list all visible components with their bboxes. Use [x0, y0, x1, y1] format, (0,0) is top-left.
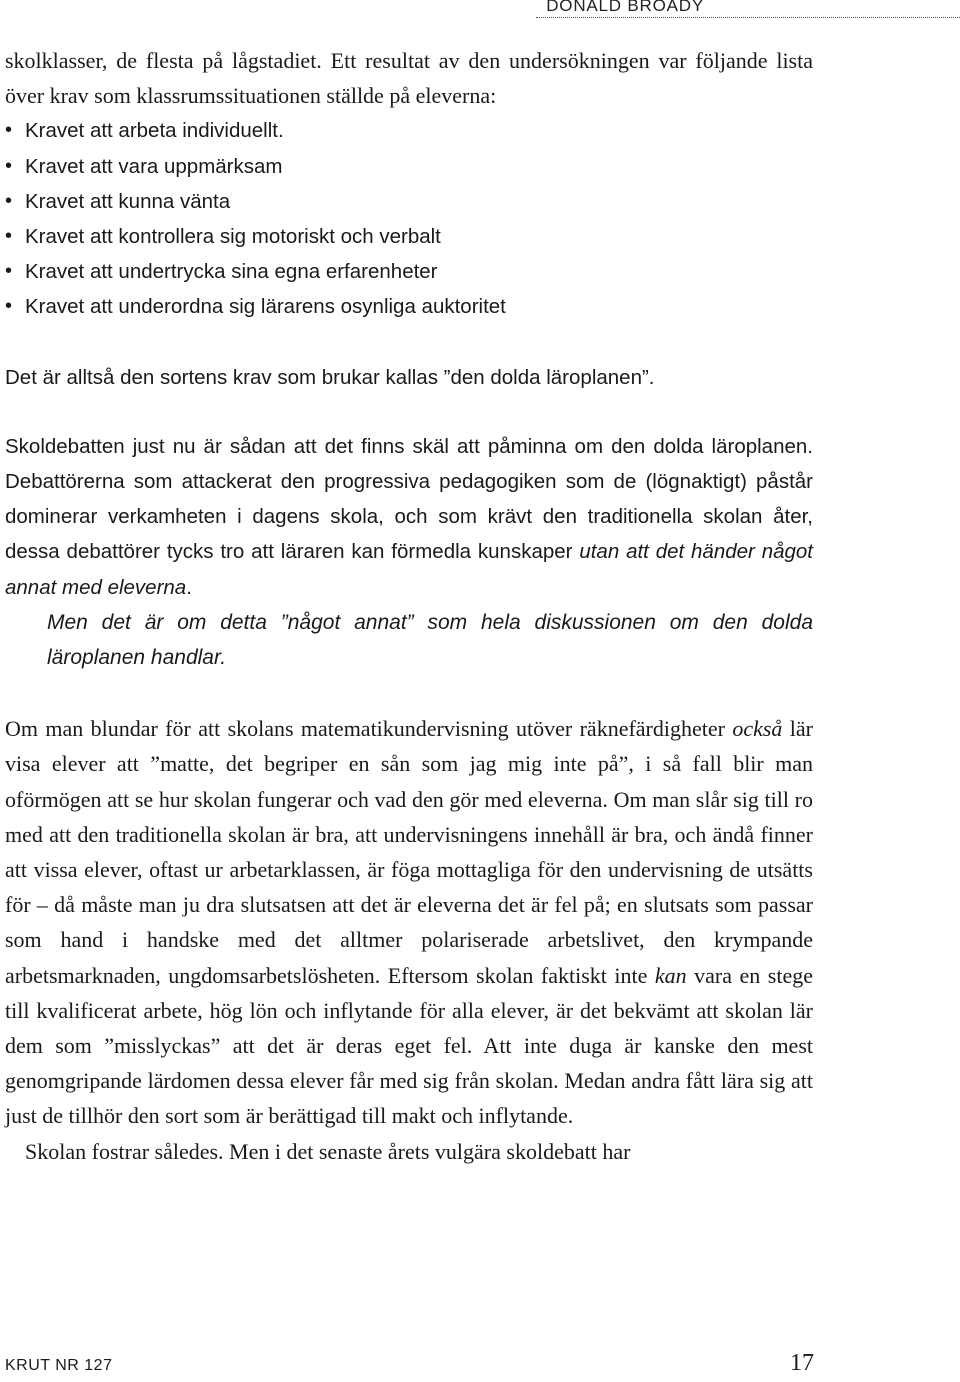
- italic-quote: Men det är om detta ”något annat” som hela diskussionen om den dolda läroplanen handlar.: [47, 610, 813, 670]
- list-item: • Kravet att kontrollera sig motoriskt och verbalt: [5, 219, 813, 254]
- list-item: • Kravet att undertrycka sina egna erfarenheter: [5, 254, 813, 289]
- list-item: • Kravet att vara uppmärksam: [5, 149, 813, 184]
- debate-paragraph: [5, 429, 813, 605]
- main-text-3: vara en stege till kvalificerat arbete, hög lön och inflytande för alla elever, är det bekvämt att skolan lär dem som ”misslyckas” att det är deras eget fel. Att inte duga är kanske den mest genomgripande lärdomen dessa elever får med sig från skolan. Medan andra fått lära sig att just de tillhör den sort som är berättigad till makt och inflytande.: [5, 962, 814, 1129]
- header-rule: [536, 17, 960, 18]
- main-paragraph: [5, 711, 813, 1133]
- debate-end: .: [186, 575, 192, 599]
- page-number: 17: [790, 1350, 814, 1376]
- main-text-2: lär visa elever att ”matte, det begriper en sån som jag mig inte på”, i så fall blir man oförmögen att se hur skolan fungerar och vad den gör med eleverna. Om man slår sig till ro med att den traditionella skolan är bra, att undervisningens innehåll är bra, och ändå finner att vissa elever, oftast ur arbetarklassen, är föga mottagliga för den undervisning de utsätts för – då måste man ju dra slutsatsen att det är eleverna det är fel på; en slutsats som passar som hand i handske med det alltmer polariserade arbetslivet, den krympande arbetsmarknaden, ungdomsarbetslösheten. Eftersom skolan faktiskt inte: [5, 716, 814, 988]
- debate-emphasis: utan att det händer något annat med eleverna: [5, 540, 814, 599]
- main-emphasis-1: också: [732, 716, 783, 742]
- intro-paragraph: skolklasser, de flesta på lågstadiet. Ett resultat av den undersökningen var följande lista över krav som klassrumssituationen ställde på eleverna:: [5, 48, 813, 109]
- main-text-1: Om man blundar för att skolans matematikundervisning utöver räknefärdigheter: [5, 716, 733, 742]
- hidden-curriculum-paragraph: Det är alltså den sortens krav som brukar kallas ”den dolda läroplanen”.: [5, 365, 655, 389]
- footer-journal: KRUT NR 127: [5, 1357, 113, 1374]
- main-emphasis-2: kan: [654, 962, 687, 988]
- list-item: • Kravet att arbeta individuellt.: [5, 113, 813, 148]
- page-body: [5, 43, 813, 1169]
- closing-paragraph: Skolan fostrar således. Men i det senaste årets vulgära skoldebatt har: [25, 1138, 631, 1164]
- list-item: • Kravet att kunna vänta: [5, 184, 813, 219]
- debate-text: Skoldebatten just nu är sådan att det finns skäl att påminna om den dolda läroplanen. Debattörerna som attackerat den progressiva pedagogiken som de (lögnaktigt) påstår dominerar verkamheten i dagens skola, och som krävt den traditionella skolan åter, dessa debattörer tycks tro att läraren kan förmedla kunskaper: [5, 434, 813, 564]
- requirements-list: [5, 113, 813, 324]
- list-item: • Kravet att underordna sig lärarens osynliga auktoritet: [5, 289, 813, 324]
- running-header-author: DONALD BROADY: [546, 0, 704, 15]
